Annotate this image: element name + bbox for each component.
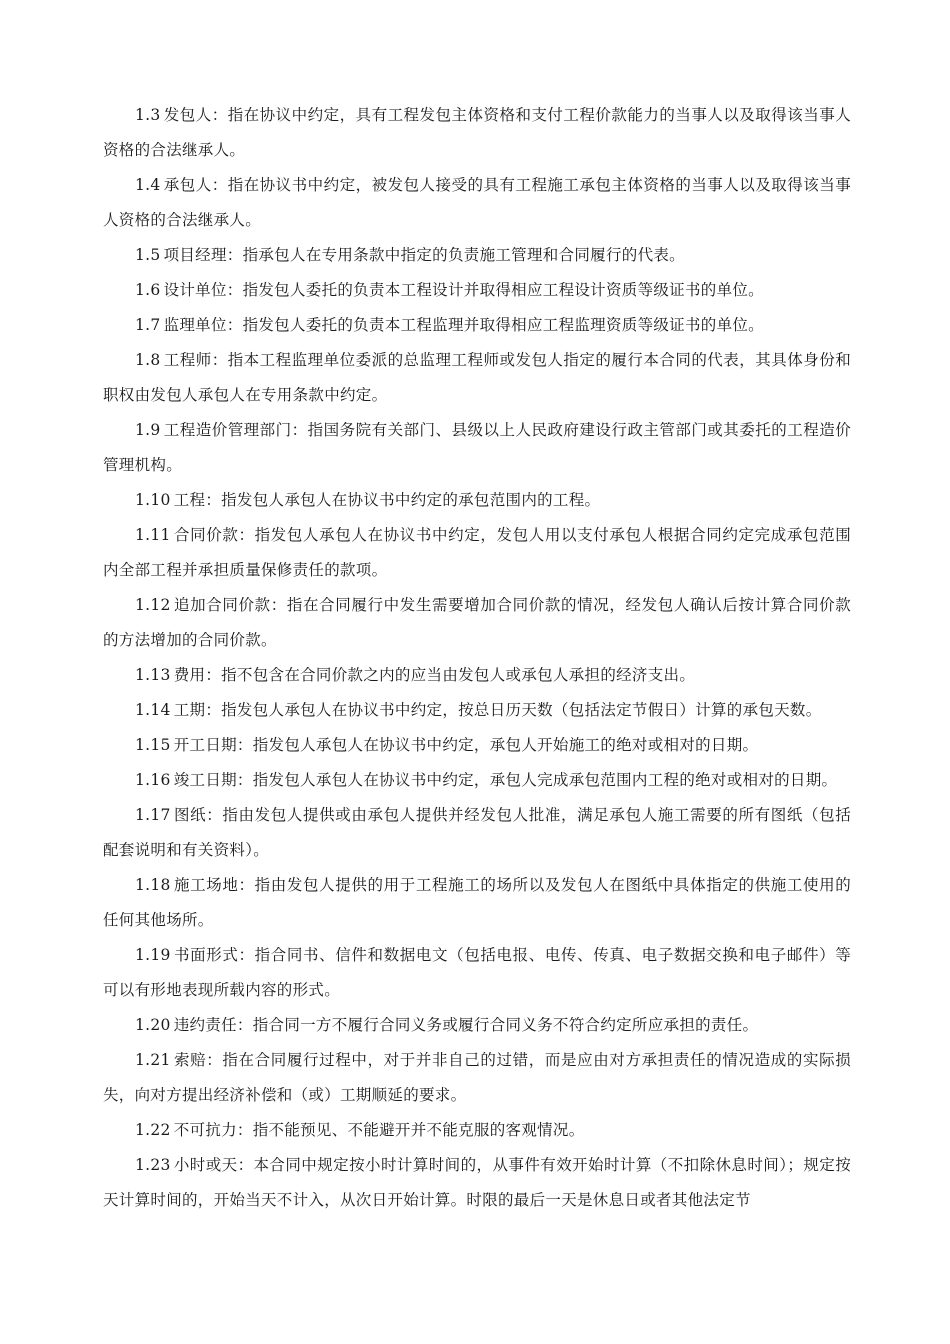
clause-number: 1.22	[135, 1121, 171, 1139]
clause-text: 竣工日期：指发包人承包人在协议书中约定，承包人完成承包范围内工程的绝对或相对的日期。	[173, 771, 838, 789]
clause-text: 施工场地：指由发包人提供的用于工程施工的场所以及发包人在图纸中具体指定的供施工使用的任何其他场所。	[103, 876, 851, 929]
clause-number: 1.8	[135, 351, 161, 369]
clause-number: 1.17	[135, 806, 171, 824]
clause-1-10	[103, 483, 851, 518]
clause-text: 不可抗力：指不能预见、不能避开并不能克服的客观情况。	[173, 1121, 585, 1139]
clause-1-21	[103, 1043, 851, 1113]
clause-number: 1.4	[135, 176, 161, 194]
clause-number: 1.5	[135, 246, 161, 264]
clause-number: 1.19	[135, 946, 171, 964]
clause-number: 1.23	[135, 1156, 171, 1174]
clause-number: 1.10	[135, 491, 171, 509]
clause-text: 书面形式：指合同书、信件和数据电文（包括电报、电传、传真、电子数据交换和电子邮件）等可以有形地表现所载内容的形式。	[103, 946, 851, 999]
clause-text: 费用：指不包含在合同价款之内的应当由发包人或承包人承担的经济支出。	[173, 666, 696, 684]
clause-1-23	[103, 1148, 851, 1218]
clause-text: 项目经理：指承包人在专用条款中指定的负责施工管理和合同履行的代表。	[163, 246, 685, 264]
clause-1-5	[103, 238, 851, 273]
clause-number: 1.16	[135, 771, 171, 789]
clause-text: 承包人：指在协议书中约定，被发包人接受的具有工程施工承包主体资格的当事人以及取得该当事人资格的合法继承人。	[103, 176, 851, 229]
clause-text: 工程：指发包人承包人在协议书中约定的承包范围内的工程。	[173, 491, 601, 509]
clause-number: 1.14	[135, 701, 171, 719]
clause-number: 1.12	[135, 596, 171, 614]
document-body	[103, 98, 851, 1218]
clause-number: 1.18	[135, 876, 171, 894]
clause-1-6	[103, 273, 851, 308]
clause-1-9	[103, 413, 851, 483]
clause-number: 1.3	[135, 106, 161, 124]
clause-number: 1.15	[135, 736, 171, 754]
clause-1-3	[103, 98, 851, 168]
clause-text: 设计单位：指发包人委托的负责本工程设计并取得相应工程设计资质等级证书的单位。	[163, 281, 764, 299]
clause-1-22	[103, 1113, 851, 1148]
clause-text: 监理单位：指发包人委托的负责本工程监理并取得相应工程监理资质等级证书的单位。	[163, 316, 764, 334]
clause-number: 1.6	[135, 281, 161, 299]
clause-1-12	[103, 588, 851, 658]
clause-1-15	[103, 728, 851, 763]
clause-number: 1.13	[135, 666, 171, 684]
clause-text: 工期：指发包人承包人在协议书中约定，按总日历天数（包括法定节假日）计算的承包天数。	[173, 701, 822, 719]
clause-1-4	[103, 168, 851, 238]
clause-1-13	[103, 658, 851, 693]
clause-text: 追加合同价款：指在合同履行中发生需要增加合同价款的情况，经发包人确认后按计算合同价款的方法增加的合同价款。	[103, 596, 851, 649]
clause-text: 开工日期：指发包人承包人在协议书中约定，承包人开始施工的绝对或相对的日期。	[173, 736, 759, 754]
clause-text: 合同价款：指发包人承包人在协议书中约定，发包人用以支付承包人根据合同约定完成承包范围内全部工程并承担质量保修责任的款项。	[103, 526, 851, 579]
clause-1-7	[103, 308, 851, 343]
clause-number: 1.20	[135, 1016, 171, 1034]
clause-1-20	[103, 1008, 851, 1043]
clause-1-14	[103, 693, 851, 728]
clause-text: 图纸：指由发包人提供或由承包人提供并经发包人批准，满足承包人施工需要的所有图纸（包括配套说明和有关资料）。	[103, 806, 851, 859]
clause-1-8	[103, 343, 851, 413]
clause-1-11	[103, 518, 851, 588]
clause-text: 违约责任：指合同一方不履行合同义务或履行合同义务不符合约定所应承担的责任。	[173, 1016, 759, 1034]
clause-1-19	[103, 938, 851, 1008]
clause-text: 发包人：指在协议中约定，具有工程发包主体资格和支付工程价款能力的当事人以及取得该当事人资格的合法继承人。	[103, 106, 851, 159]
clause-number: 1.21	[135, 1051, 171, 1069]
clause-text: 小时或天：本合同中规定按小时计算时间的，从事件有效开始时计算（不扣除休息时间）；规定按天计算时间的，开始当天不计入，从次日开始计算。时限的最后一天是休息日或者其他法定节	[103, 1156, 851, 1209]
clause-text: 索赔：指在合同履行过程中，对于并非自己的过错，而是应由对方承担责任的情况造成的实际损失，向对方提出经济补偿和（或）工期顺延的要求。	[103, 1051, 851, 1104]
clause-1-17	[103, 798, 851, 868]
clause-1-16	[103, 763, 851, 798]
clause-number: 1.9	[135, 421, 161, 439]
clause-number: 1.11	[135, 526, 171, 544]
clause-text: 工程师：指本工程监理单位委派的总监理工程师或发包人指定的履行本合同的代表，其具体身份和职权由发包人承包人在专用条款中约定。	[103, 351, 851, 404]
clause-number: 1.7	[135, 316, 161, 334]
clause-1-18	[103, 868, 851, 938]
clause-text: 工程造价管理部门：指国务院有关部门、县级以上人民政府建设行政主管部门或其委托的工程造价管理机构。	[103, 421, 851, 474]
